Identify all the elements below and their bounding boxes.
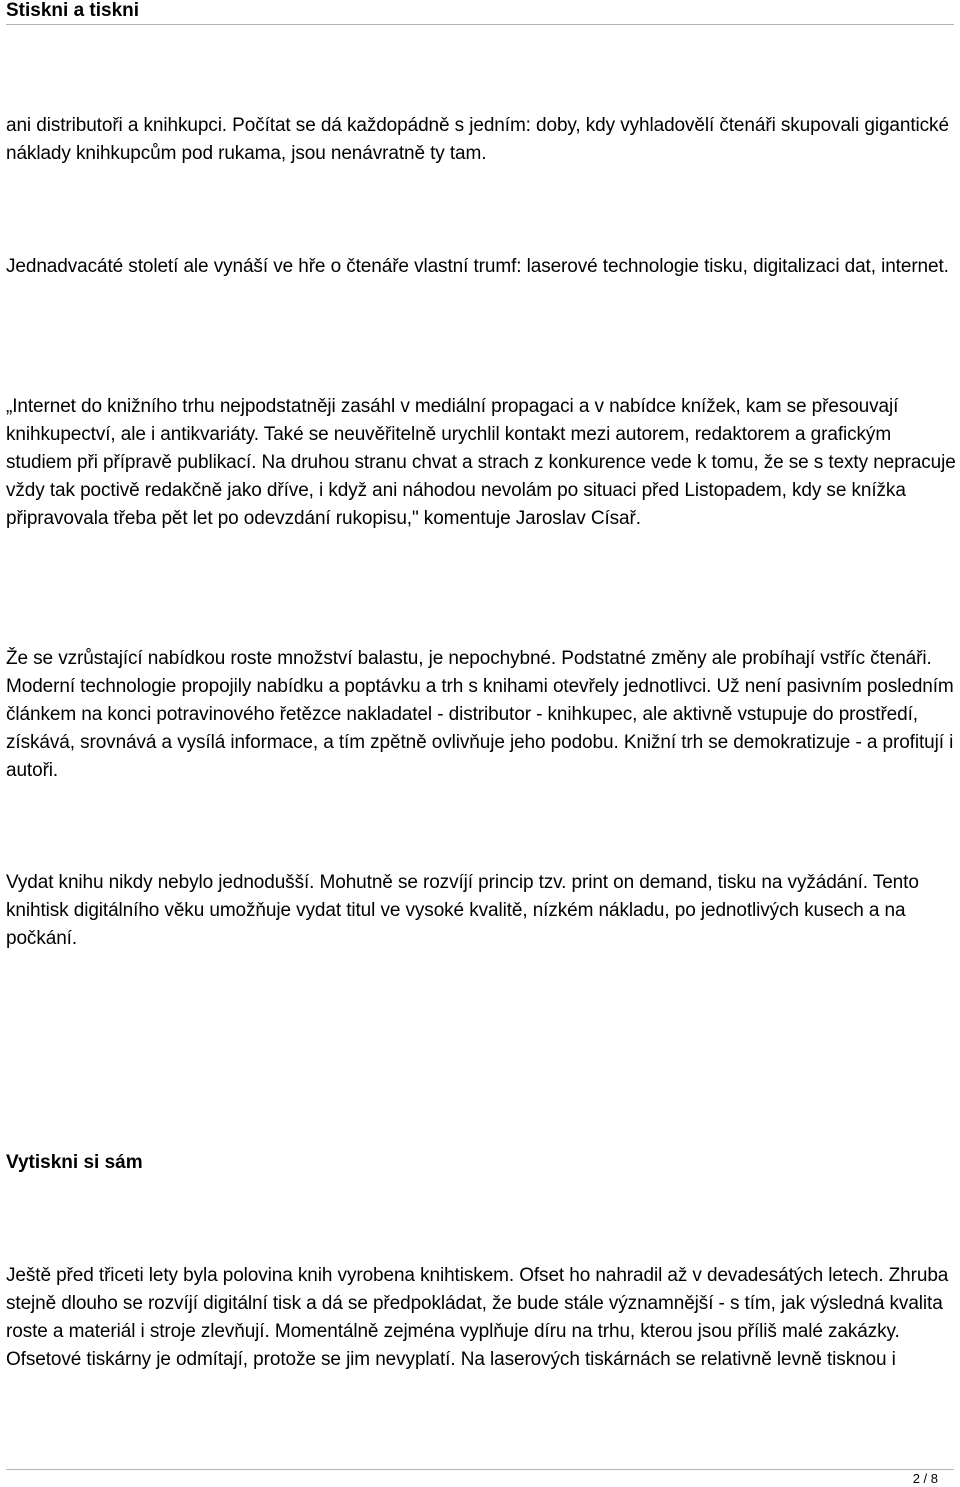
footer-divider [6,1469,954,1470]
section-paragraph: Ještě před třiceti lety byla polovina knih vyrobena knihtiskem. Ofset ho nahradil až v devadesátých letech. Zhruba stejně dlouho se rozvíjí digitální tisk a dá se předpokládat, že bude stále významnější - s tím, jak výsledná kvalita roste a materiál i stroje zlevňují. Momentálně zejména vyplňuje díru na trhu, kterou jsou příliš malé zakázky. Ofsetové tiskárny je odmítají, protože se jim nevyplatí. Na laserových tiskárnách se relativně levně tisknou i [6,1265,949,1370]
title-divider [6,24,954,25]
page-title: Stiskni a tiskni [6,0,140,21]
paragraph-2: Jednadvacáté století ale vynáší ve hře o čtenáře vlastní trumf: laserové technologie tisku, digitalizaci dat, internet. [6,256,949,277]
page-number: 2 / 8 [912,1471,938,1486]
section-heading: Vytiskni si sám [6,1152,143,1173]
paragraph-4: Že se vzrůstající nabídkou roste množství balastu, je nepochybné. Podstatné změny ale probíhají vstříc čtenáři. Moderní technologie propojily nabídku a poptávku a trh s knihami otevřely jednotlivci. Už není pasivním posledním článkem na konci potravinového řetězce nakladatel - distributor - knihkupec, ale aktivně vstupuje do prostředí, získává, srovnává a vysílá informace, a tím zpětně ovlivňuje jeho podobu. Knižní trh se demokratizuje - a profitují i autoři. [6,648,954,781]
paragraph-3: „Internet do knižního trhu nejpodstatněji zasáhl v mediální propagaci a v nabídce knížek, kam se přesouvají knihkupectví, ale i antikvariáty. Také se neuvěřitelně urychlil kontakt mezi autorem, redaktorem a grafickým studiem při přípravě publikací. Na druhou stranu chvat a strach z konkurence vede k tomu, že se s texty nepracuje vždy tak poctivě redakčně jako dříve, i když ani náhodou nevolám po situaci před Listopadem, kdy se knížka připravovala třeba pět let po odevzdání rukopisu," komentuje Jaroslav Císař. [6,396,956,529]
paragraph-1: ani distributoři a knihkupci. Počítat se dá každopádně s jedním: doby, kdy vyhladovělí čtenáři skupovali gigantické náklady knihkupcům pod rukama, jsou nenávratně ty tam. [6,115,949,164]
paragraph-5: Vydat knihu nikdy nebylo jednodušší. Mohutně se rozvíjí princip tzv. print on demand, tisku na vyžádání. Tento knihtisk digitálního věku umožňuje vydat titul ve vysoké kvalitě, nízkém nákladu, po jednotlivých kusech a na počkání. [6,872,919,949]
